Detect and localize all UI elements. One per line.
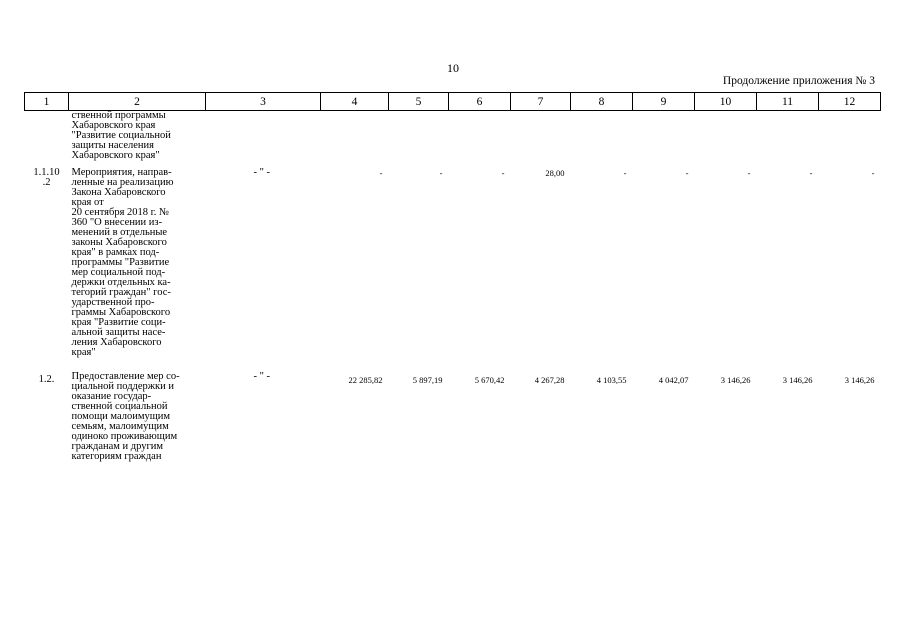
column-header: 1 <box>25 93 69 111</box>
row-executor <box>206 111 321 166</box>
column-header: 2 <box>69 93 206 111</box>
cell-value: - <box>379 168 383 178</box>
row-description: ственной программы Хабаровского края "Развитие социальной защиты населения Хабаровского края" <box>71 110 171 161</box>
cell-value: - <box>501 168 505 178</box>
cell-value: - <box>439 168 443 178</box>
page-number: 10 <box>447 61 459 75</box>
data-table <box>24 92 881 479</box>
row-executor: - " - <box>253 167 271 178</box>
cell-value: - <box>747 168 751 178</box>
column-header: 8 <box>571 93 633 111</box>
cell-value <box>321 111 389 166</box>
cell-value <box>571 111 633 166</box>
column-header: 12 <box>819 93 881 111</box>
cell-value: 3 146,26 <box>720 375 751 385</box>
column-header: 3 <box>206 93 321 111</box>
row-description: Предоставление мер со- циальной поддержки и оказание государ- ственной социальной помощи малоимущим семьям, малоимущим одиноко проживающим гражданам и другим категориям граждан <box>71 371 180 462</box>
cell-value: - <box>685 168 689 178</box>
cell-value <box>511 111 571 166</box>
column-header: 6 <box>449 93 511 111</box>
cell-value: - <box>809 168 813 178</box>
table-row <box>25 372 881 479</box>
row-number: 1.1.10 .2 <box>33 167 60 188</box>
table-header-row <box>25 93 881 111</box>
column-header: 4 <box>321 93 389 111</box>
column-header: 9 <box>633 93 695 111</box>
cell-value: 22 285,82 <box>348 375 383 385</box>
column-header: 11 <box>757 93 819 111</box>
cell-value: 4 042,07 <box>658 375 689 385</box>
cell-value <box>389 111 449 166</box>
row-number <box>25 111 69 166</box>
cell-value: 3 146,26 <box>782 375 813 385</box>
cell-value <box>819 111 881 166</box>
cell-value <box>449 111 511 166</box>
cell-value <box>633 111 695 166</box>
column-header: 10 <box>695 93 757 111</box>
cell-value: 4 267,28 <box>534 375 565 385</box>
cell-value: - <box>623 168 627 178</box>
cell-value: 5 670,42 <box>474 375 505 385</box>
cell-value: 4 103,55 <box>596 375 627 385</box>
table-row <box>25 165 881 372</box>
row-description: Мероприятия, направ- ленные на реализацию Закона Хабаровского края от 20 сентября 2018 г. № 360 "О внесении из- менений в отдельные законы Хабаровского края" в рамках под- программы "Развитие мер социальной под- держки отдельных ка- тегорий граждан" гос- ударственной про- граммы Хабаровского края "Развитие соци- альной защиты насе- ления Хабаровского края" <box>71 167 174 358</box>
table-row <box>25 111 881 166</box>
row-executor: - " - <box>253 371 271 382</box>
column-header: 5 <box>389 93 449 111</box>
cell-value <box>695 111 757 166</box>
row-number: 1.2. <box>38 374 55 385</box>
cell-value: 5 897,19 <box>412 375 443 385</box>
continuation-label: Продолжение приложения № 3 <box>722 75 875 87</box>
cell-value: - <box>871 168 875 178</box>
cell-value <box>757 111 819 166</box>
column-header: 7 <box>511 93 571 111</box>
cell-value: 3 146,26 <box>844 375 875 385</box>
cell-value: 28,00 <box>545 168 565 178</box>
